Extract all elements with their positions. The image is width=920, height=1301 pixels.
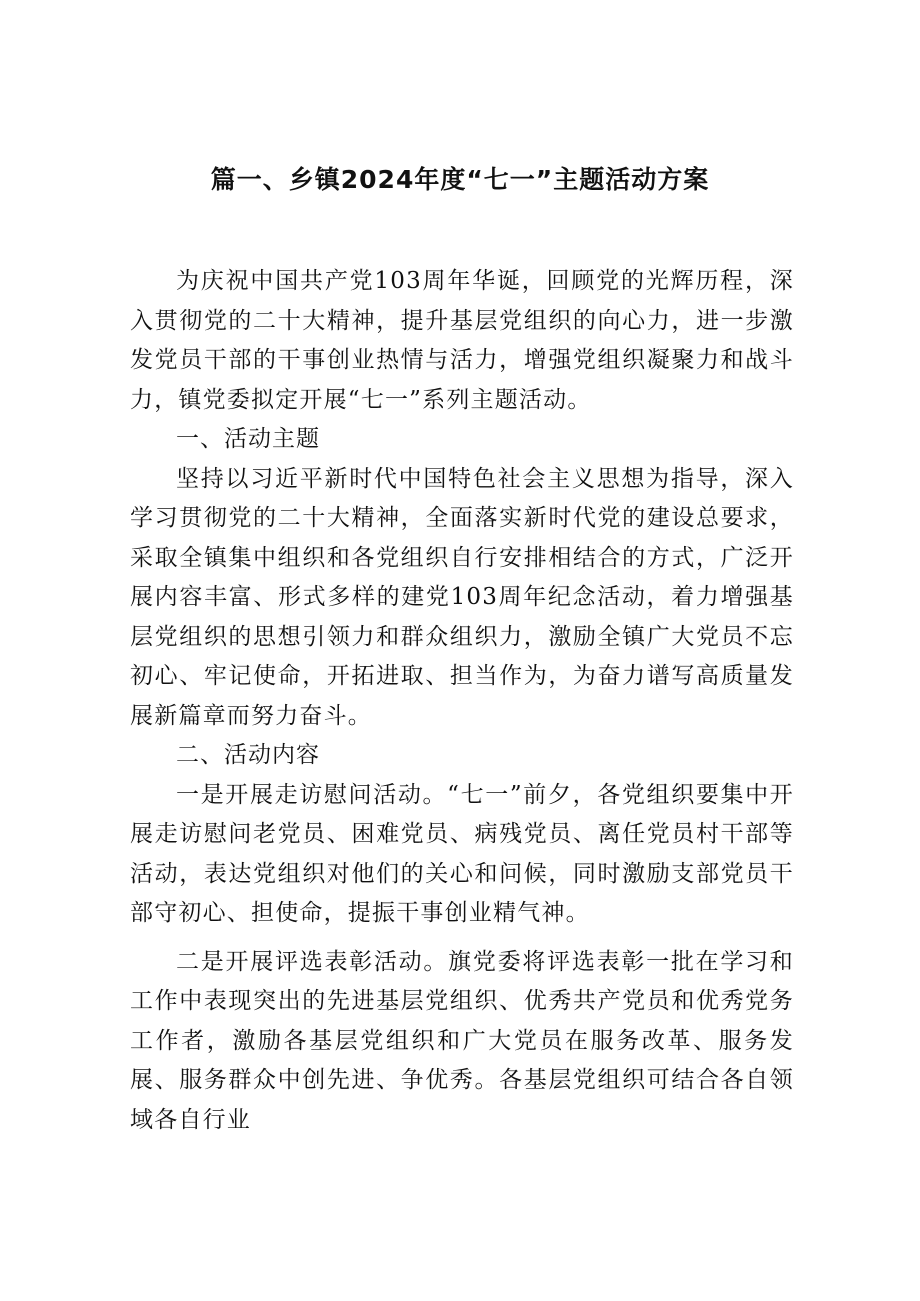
document-body bbox=[130, 262, 794, 1140]
section-heading-content: 二、活动内容 bbox=[176, 742, 320, 768]
theme-paragraph: 坚持以习近平新时代中国特色社会主义思想为指导，深入学习贯彻党的二十大精神，全面落实新时代党的建设总要求，采取全镇集中组织和各党组织自行安排相结合的方式，广泛开展内容丰富、形式多样的建党103周年纪念活动，着力增强基层党组织的思想引领力和群众组织力，激励全镇广大党员不忘初心、牢记使命，开拓进取、担当作为，为奋力谱写高质量发展新篇章而努力奋斗。 bbox=[130, 465, 794, 729]
content-item-visits: 一是开展走访慰问活动。“七一”前夕，各党组织要集中开展走访慰问老党员、困难党员、病残党员、离任党员村干部等活动，表达党组织对他们的关心和问候，同时激励支部党员干部守初心、担使命，提振干事创业精气神。 bbox=[130, 781, 794, 926]
intro-paragraph: 为庆祝中国共产党103周年华诞，回顾党的光辉历程，深入贯彻党的二十大精神，提升基层党组织的向心力，进一步激发党员干部的干事创业热情与活力，增强党组织凝聚力和战斗力，镇党委拟定开展“七一”系列主题活动。 bbox=[130, 268, 794, 413]
section-heading-theme: 一、活动主题 bbox=[176, 426, 320, 452]
content-item-awards: 二是开展评选表彰活动。旗党委将评选表彰一批在学习和工作中表现突出的先进基层党组织、优秀共产党员和优秀党务工作者，激励各基层党组织和广大党员在服务改革、服务发展、服务群众中创先进、争优秀。各基层党组织可结合各自领域各自行业 bbox=[130, 948, 794, 1133]
document-title: 篇一、乡镇2024年度“七一”主题活动方案 bbox=[210, 165, 710, 194]
